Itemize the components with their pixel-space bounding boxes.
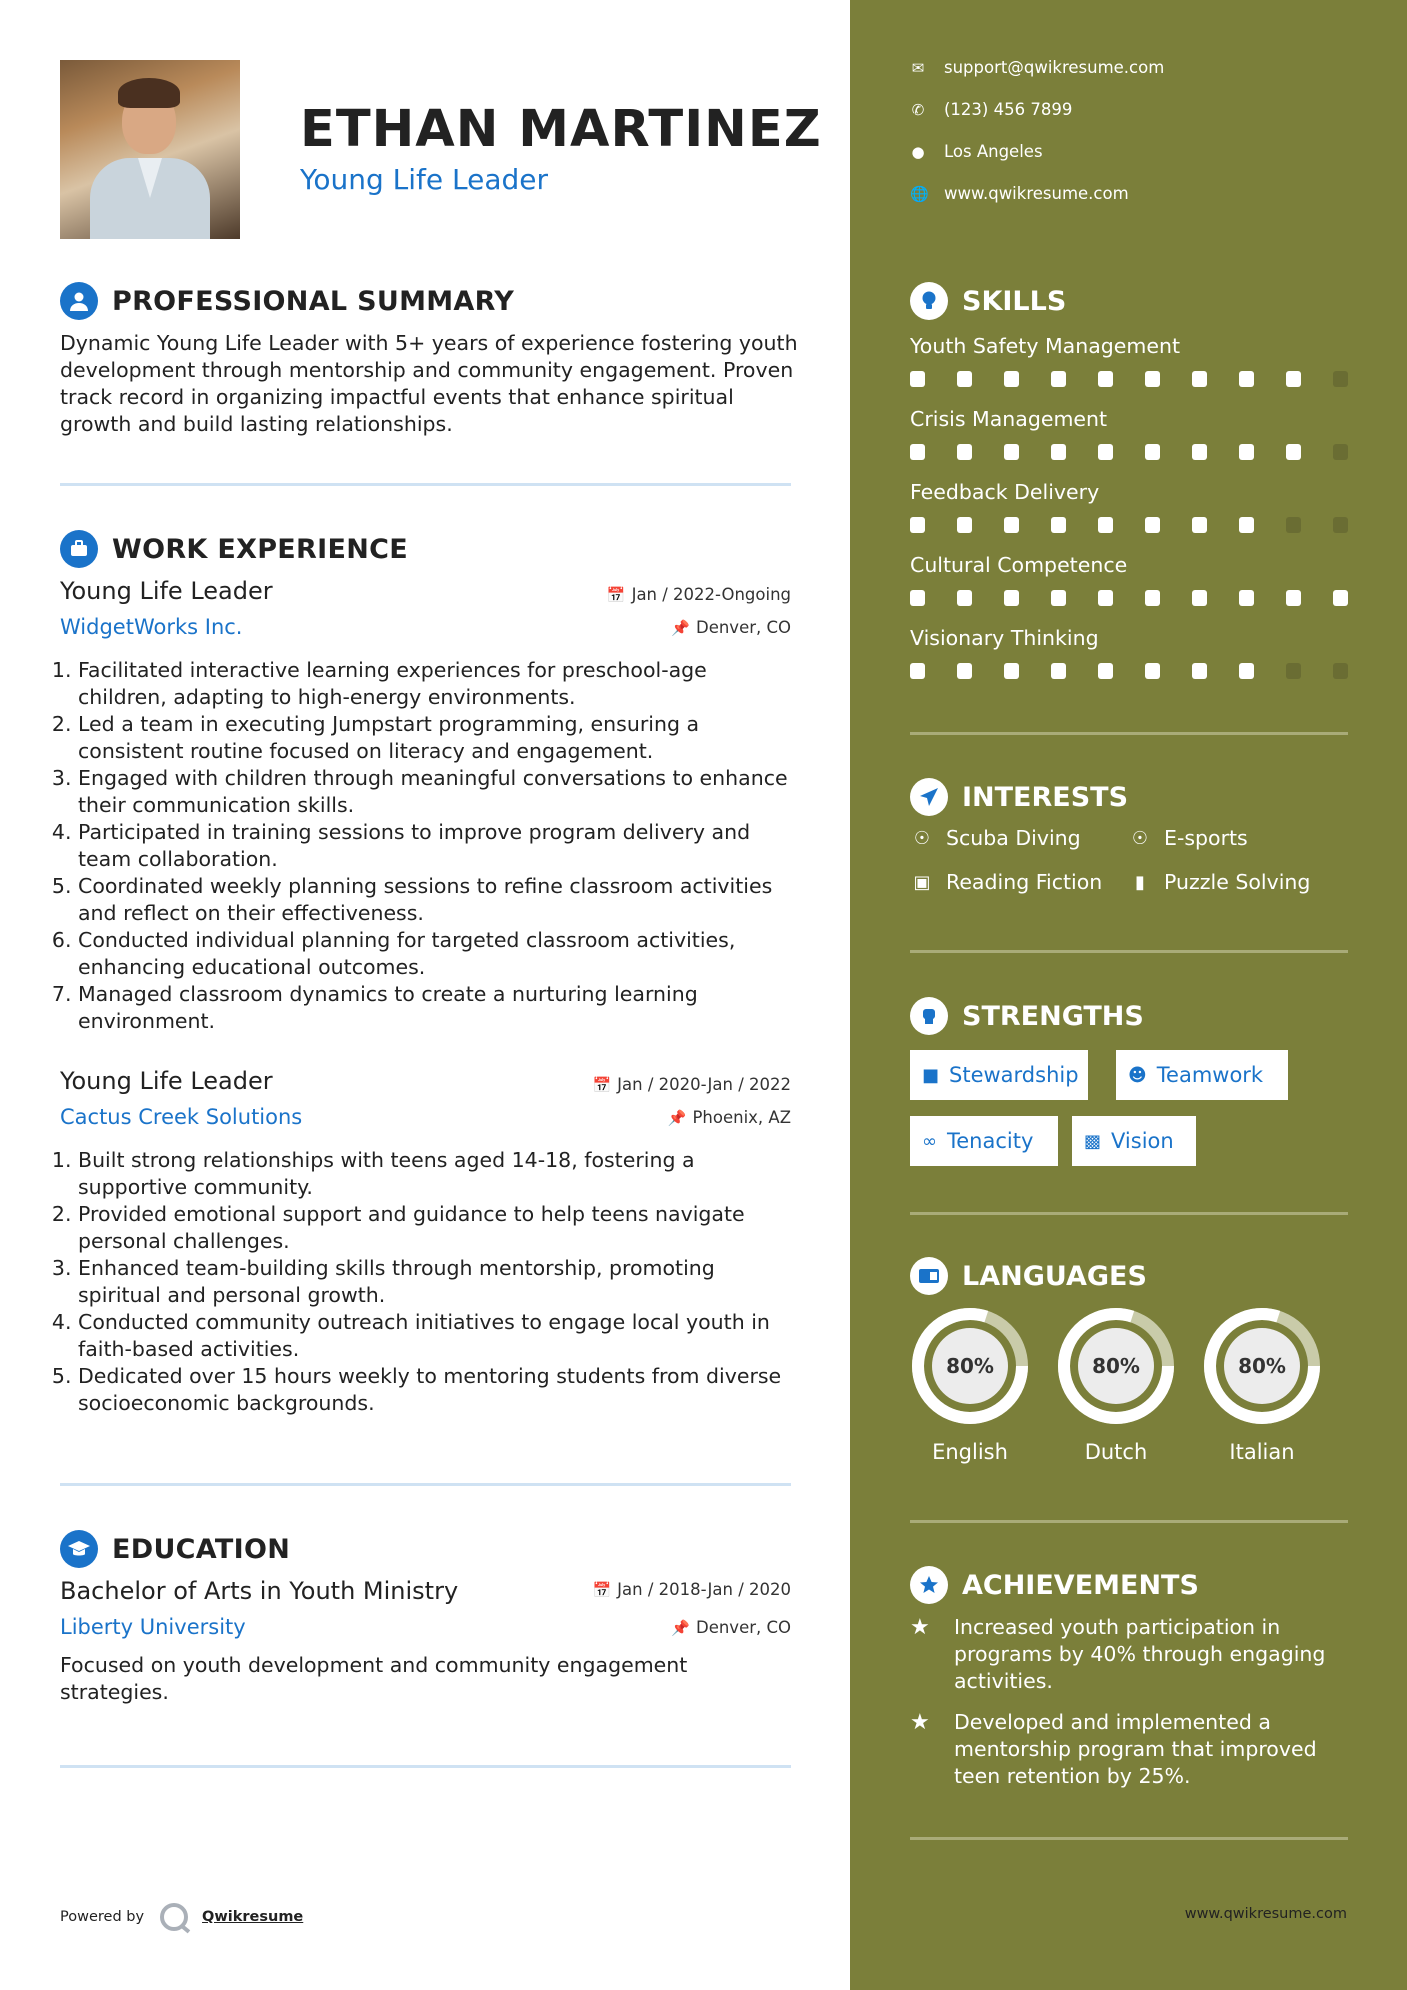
interests-heading [910,778,1128,816]
gamepad-icon: ▣ [913,871,931,893]
rating-dot-empty [1333,371,1348,387]
job-bullets [60,1147,800,1417]
calendar-icon: 📅 [606,586,626,604]
skill-item [910,553,1350,606]
rating-dot-filled [957,590,972,606]
book-icon: ▮ [1135,871,1145,893]
shooting-star-icon: ★ [910,1710,930,1735]
pin-icon: 📌 [671,619,690,637]
rating-dot-filled [1239,590,1254,606]
job-location: 📌 Denver, CO [671,618,791,637]
divider [910,732,1348,735]
list-item: 4. Conducted community outreach initiatives to engage local youth in faith-based activities. [78,1309,800,1363]
rating-dot-filled [1333,590,1348,606]
rating-dot-filled [957,444,972,460]
list-item: 4. Participated in training sessions to improve program delivery and team collaboration. [78,819,800,873]
strength-badge: ☻ Teamwork [1116,1050,1288,1100]
rating-dot-filled [1145,371,1160,387]
education-title: EDUCATION [112,1533,291,1565]
strengths-title: STRENGTHS [962,1000,1144,1032]
list-item: 5. Coordinated weekly planning sessions to refine classroom activities and reflect on their effectiveness. [78,873,800,927]
fist-icon [910,997,948,1035]
summary-title: PROFESSIONAL SUMMARY [112,285,515,317]
language-name: Dutch [1084,1440,1148,1464]
skill-name: Youth Safety Management [910,334,1181,358]
language-item [910,1306,1030,1464]
language-percent: 80% [946,1354,994,1378]
rating-dot-filled [1145,444,1160,460]
rating-dot-filled [1192,371,1207,387]
interest-item: ▣ Reading Fiction [910,870,1102,894]
rating-dot-filled [910,371,925,387]
interests-title: INTERESTS [962,781,1129,813]
interest-item: ▮ Puzzle Solving [1128,870,1310,894]
list-item: 1. Facilitated interactive learning experiences for preschool-age children, adapting to high-energy environments. [78,657,800,711]
rating-dot-filled [1145,517,1160,533]
envelope-icon: ✉ [911,58,925,77]
divider [60,1765,791,1768]
strengths-heading [910,997,1144,1035]
skill-rating [910,663,1350,679]
skill-item [910,334,1350,387]
interest-item: ☉ Scuba Diving [910,826,1081,850]
rating-dot-filled [957,663,972,679]
rating-dot-filled [910,663,925,679]
skill-rating [910,590,1350,606]
profile-photo [60,60,240,239]
job-title: Young Life Leader [60,1067,273,1095]
rating-dot-filled [957,371,972,387]
list-item: 6. Conducted individual planning for targeted classroom activities, enhancing educational outcomes. [78,927,800,981]
school-name: Liberty University [60,1615,246,1639]
contact-email[interactable]: ✉ support@qwikresume.com [911,58,1165,77]
rating-dot-filled [1004,663,1019,679]
rating-dot-filled [1051,517,1066,533]
rating-dot-filled [1239,663,1254,679]
list-item: 7. Managed classroom dynamics to create a nurturing learning environment. [78,981,800,1035]
rating-dot-empty [1333,663,1348,679]
calendar-icon: 📅 [592,1076,612,1094]
rating-dot-filled [1192,517,1207,533]
rating-dot-filled [1192,590,1207,606]
sidebar [850,0,1407,1990]
powered-by [60,1903,303,1931]
job-company: WidgetWorks Inc. [60,615,243,639]
rating-dot-filled [1004,590,1019,606]
divider [910,1837,1348,1840]
rating-dot-empty [1333,444,1348,460]
skill-name: Cultural Competence [910,553,1128,577]
rating-dot-filled [1286,371,1301,387]
rating-dot-filled [1051,371,1066,387]
achievements-title: ACHIEVEMENTS [962,1569,1199,1601]
divider [910,1520,1348,1523]
link-icon: ∞ [922,1130,937,1152]
rating-dot-filled [1051,590,1066,606]
language-name: Italian [1229,1440,1295,1464]
divider [60,483,791,486]
achievement-item: ★ Developed and implemented a mentorship program that improved teen retention by 25%. [910,1710,1317,1788]
rating-dot-filled [1098,590,1113,606]
job-location: 📌 Phoenix, AZ [667,1108,791,1127]
language-progress-ring [910,1306,1030,1426]
location-pin-icon: ● [911,142,925,161]
rating-dot-filled [1098,371,1113,387]
rating-dot-filled [1145,663,1160,679]
pin-icon: 📌 [671,1619,690,1637]
skill-rating [910,371,1350,387]
list-item: 3. Engaged with children through meaningful conversations to enhance their communication skills. [78,765,800,819]
rating-dot-filled [1192,663,1207,679]
degree-title: Bachelor of Arts in Youth Ministry [60,1577,459,1605]
skills-title: SKILLS [962,285,1067,317]
rating-dot-filled [910,590,925,606]
achievement-item: ★ Increased youth participation in programs by 40% through engaging activities. [910,1615,1326,1693]
job-title: Young Life Leader [60,577,273,605]
education-location: 📌 Denver, CO [671,1618,791,1637]
skill-name: Feedback Delivery [910,480,1100,504]
rating-dot-empty [1333,517,1348,533]
languages-heading [910,1257,1147,1295]
rating-dot-filled [1098,517,1113,533]
strength-badge: ∞ Tenacity [910,1116,1058,1166]
rating-dot-filled [1192,444,1207,460]
skills-heading [910,282,1066,320]
skill-name: Visionary Thinking [910,626,1099,650]
divider [910,950,1348,953]
strength-badge: ■ Stewardship [910,1050,1088,1100]
lightbulb-icon [910,282,948,320]
graduation-cap-icon [60,1530,98,1568]
contact-website[interactable]: 🌐 www.qwikresume.com [910,184,1129,203]
skill-item [910,480,1350,533]
shooting-star-icon: ★ [910,1615,930,1640]
star-badge-icon [910,1566,948,1604]
candidate-role: Young Life Leader [300,163,549,196]
rating-dot-filled [957,517,972,533]
list-item: 2. Led a team in executing Jumpstart programming, ensuring a consistent routine focused on literacy and engagement. [78,711,800,765]
briefcase-icon [60,530,98,568]
rating-dot-filled [1239,517,1254,533]
skill-rating [910,517,1350,533]
rating-dot-filled [1098,444,1113,460]
rating-dot-filled [1286,444,1301,460]
education-date: 📅 Jan / 2018-Jan / 2020 [592,1580,791,1599]
rating-dot-filled [1098,663,1113,679]
education-description: Focused on youth development and community engagement strategies. [60,1653,688,1704]
job-company: Cactus Creek Solutions [60,1105,303,1129]
rating-dot-empty [1286,517,1301,533]
lifebuoy-icon: ☉ [913,827,931,849]
rating-dot-filled [1051,663,1066,679]
language-item [1056,1306,1176,1464]
language-icon [910,1257,948,1295]
skill-item [910,626,1350,679]
contact-phone[interactable]: ✆ (123) 456 7899 [911,100,1073,119]
achievements-heading [910,1566,1199,1604]
rating-dot-filled [1239,444,1254,460]
phone-icon: ✆ [911,100,925,119]
contact-location: ● Los Angeles [911,142,1043,161]
skill-name: Crisis Management [910,407,1108,431]
briefcase-icon: ■ [922,1064,940,1086]
qwikresume-logo-icon [160,1903,188,1931]
job-date: 📅 Jan / 2022-Ongoing [606,585,791,604]
summary-heading [60,282,514,320]
work-heading [60,530,408,568]
list-item: 2. Provided emotional support and guidance to help teens navigate personal challenges. [78,1201,800,1255]
rating-dot-filled [1286,590,1301,606]
users-icon: ☻ [1128,1064,1147,1086]
rating-dot-filled [1051,444,1066,460]
lifebuoy-icon: ☉ [1131,827,1149,849]
language-progress-ring [1202,1306,1322,1426]
language-percent: 80% [1092,1354,1140,1378]
brand-link[interactable]: Qwikresume [202,1909,304,1925]
job-date: 📅 Jan / 2020-Jan / 2022 [592,1075,791,1094]
language-progress-ring [1056,1306,1176,1426]
rating-dot-filled [1239,371,1254,387]
calendar-icon: 📅 [592,1581,612,1599]
strength-badge: ▩ Vision [1072,1116,1196,1166]
globe-icon: 🌐 [910,184,929,203]
user-icon [60,282,98,320]
rating-dot-filled [910,444,925,460]
footer-website[interactable]: www.qwikresume.com [1184,1906,1347,1922]
skill-item [910,407,1350,460]
paper-plane-icon [910,778,948,816]
language-item [1202,1306,1322,1464]
rating-dot-filled [1004,371,1019,387]
job-bullets [60,657,800,1035]
candidate-name: ETHAN MARTINEZ [300,100,822,159]
rating-dot-empty [1286,663,1301,679]
summary-text: Dynamic Young Life Leader with 5+ years of experience fostering youth development through mentorship and community engagement. Proven track record in organizing impactful events that enhance spiritual growth and build lasting relationships. [60,331,798,436]
education-heading [60,1530,290,1568]
rating-dot-filled [1004,517,1019,533]
list-item: 5. Dedicated over 15 hours weekly to mentoring students from diverse socioeconomic backgrounds. [78,1363,800,1417]
language-percent: 80% [1238,1354,1286,1378]
rating-dot-filled [1145,590,1160,606]
languages-title: LANGUAGES [962,1260,1147,1292]
list-item: 3. Enhanced team-building skills through mentorship, promoting spiritual and personal growth. [78,1255,800,1309]
pin-icon: 📌 [667,1109,687,1127]
powered-by-label: Powered by [60,1909,145,1925]
rating-dot-filled [910,517,925,533]
skill-rating [910,444,1350,460]
list-item: 1. Built strong relationships with teens aged 14-18, fostering a supportive community. [78,1147,800,1201]
language-name: English [932,1440,1008,1464]
work-title: WORK EXPERIENCE [112,533,408,565]
interest-item: ☉ E-sports [1128,826,1248,850]
divider [60,1483,791,1486]
rating-dot-filled [1004,444,1019,460]
binoculars-icon: ▩ [1084,1130,1102,1152]
divider [910,1212,1348,1215]
